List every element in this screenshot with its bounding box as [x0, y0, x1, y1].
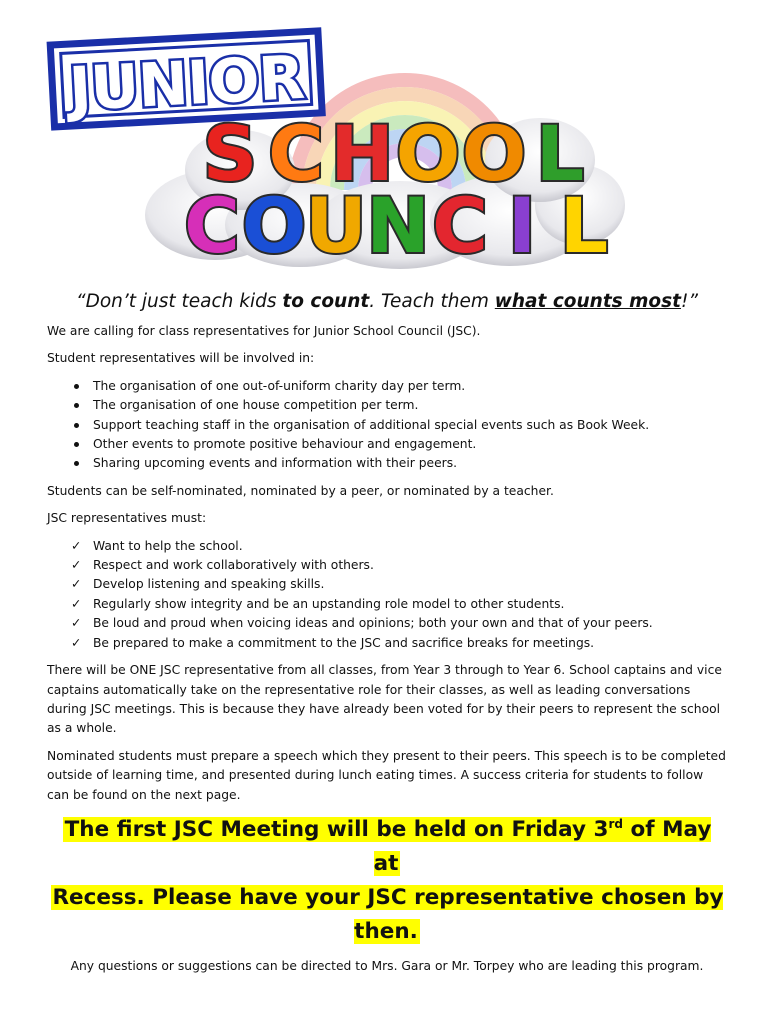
checkmark-icon: ✓	[71, 635, 82, 650]
contact-paragraph: Any questions or suggestions can be directed to Mrs. Gara or Mr. Torpey who are leading this program.	[70, 958, 704, 973]
school-letter: O	[395, 109, 461, 198]
must-heading: JSC representatives must:	[47, 511, 207, 526]
involved-heading: Student representatives will be involved in:	[47, 351, 315, 366]
must-list	[47, 537, 727, 653]
list-item: The organisation of one house competition per term.	[47, 396, 727, 415]
quote: “Don’t just teach kids to count. Teach them what counts most!”	[76, 291, 698, 312]
checkmark-icon: ✓	[71, 577, 82, 592]
announcement-line-1: The first JSC Meeting will be held on Friday 3rd of May at	[64, 816, 712, 876]
council-letter: C	[184, 181, 240, 270]
council-letter: N	[366, 181, 430, 270]
checkmark-icon: ✓	[71, 558, 82, 573]
checkmark-icon: ✓	[71, 596, 82, 611]
junior-text: JUNIOR	[67, 42, 306, 126]
list-item: Support teaching staff in the organisation of additional special events such as Book Week.	[47, 416, 727, 435]
checkmark-icon: ✓	[71, 538, 82, 553]
intro-paragraph: We are calling for class representatives for Junior School Council (JSC).	[47, 324, 481, 338]
nomination-paragraph: Students can be self-nominated, nominated by a peer, or nominated by a teacher.	[47, 483, 554, 498]
council-letter: C	[432, 181, 488, 270]
announcement-line-2: Recess. Please have your JSC representative chosen by then.	[52, 884, 724, 944]
document-body	[47, 290, 727, 984]
school-letter: O	[461, 109, 527, 198]
council-letter: O	[241, 181, 307, 270]
meeting-announcement	[47, 813, 727, 949]
checkmark-icon: ✓	[71, 616, 82, 631]
council-letter: U	[305, 181, 367, 270]
school-letter: S	[202, 109, 258, 198]
school-letter: C	[268, 109, 324, 198]
council-letter: I	[507, 181, 537, 270]
school-letter: H	[330, 109, 394, 198]
council-letter: L	[559, 181, 609, 270]
list-item: Other events to promote positive behaviour and engagement.	[47, 435, 727, 454]
list-item: ✓ Develop listening and speaking skills.	[47, 575, 727, 594]
list-item: ✓ Regularly show integrity and be an upstanding role model to other students.	[47, 595, 727, 614]
list-item: ✓ Want to help the school.	[47, 537, 727, 556]
junior-school-council-logo	[40, 20, 640, 270]
representative-paragraph: There will be ONE JSC representative from all classes, from Year 3 through to Year 6. School captains and vice captains automatically take on the representative role for their classes, as well as leading conversations during JSC meetings. This is because they have already been voted for by their peers to represent the school as a whole.	[47, 663, 722, 736]
school-letter: L	[535, 109, 585, 198]
list-item: The organisation of one out-of-uniform charity day per term.	[47, 377, 727, 396]
list-item: ✓ Be loud and proud when voicing ideas and opinions; both your own and that of your peers.	[47, 614, 727, 633]
involved-list	[47, 377, 727, 474]
list-item: ✓ Be prepared to make a commitment to the JSC and sacrifice breaks for meetings.	[47, 634, 727, 653]
list-item: Sharing upcoming events and information with their peers.	[47, 454, 727, 473]
list-item: ✓ Respect and work collaboratively with others.	[47, 556, 727, 575]
speech-paragraph: Nominated students must prepare a speech which they present to their peers. This speech is to be completed outside of learning time, and presented during lunch eating times. A success criteria for students to follow can be found on the next page.	[47, 748, 726, 802]
